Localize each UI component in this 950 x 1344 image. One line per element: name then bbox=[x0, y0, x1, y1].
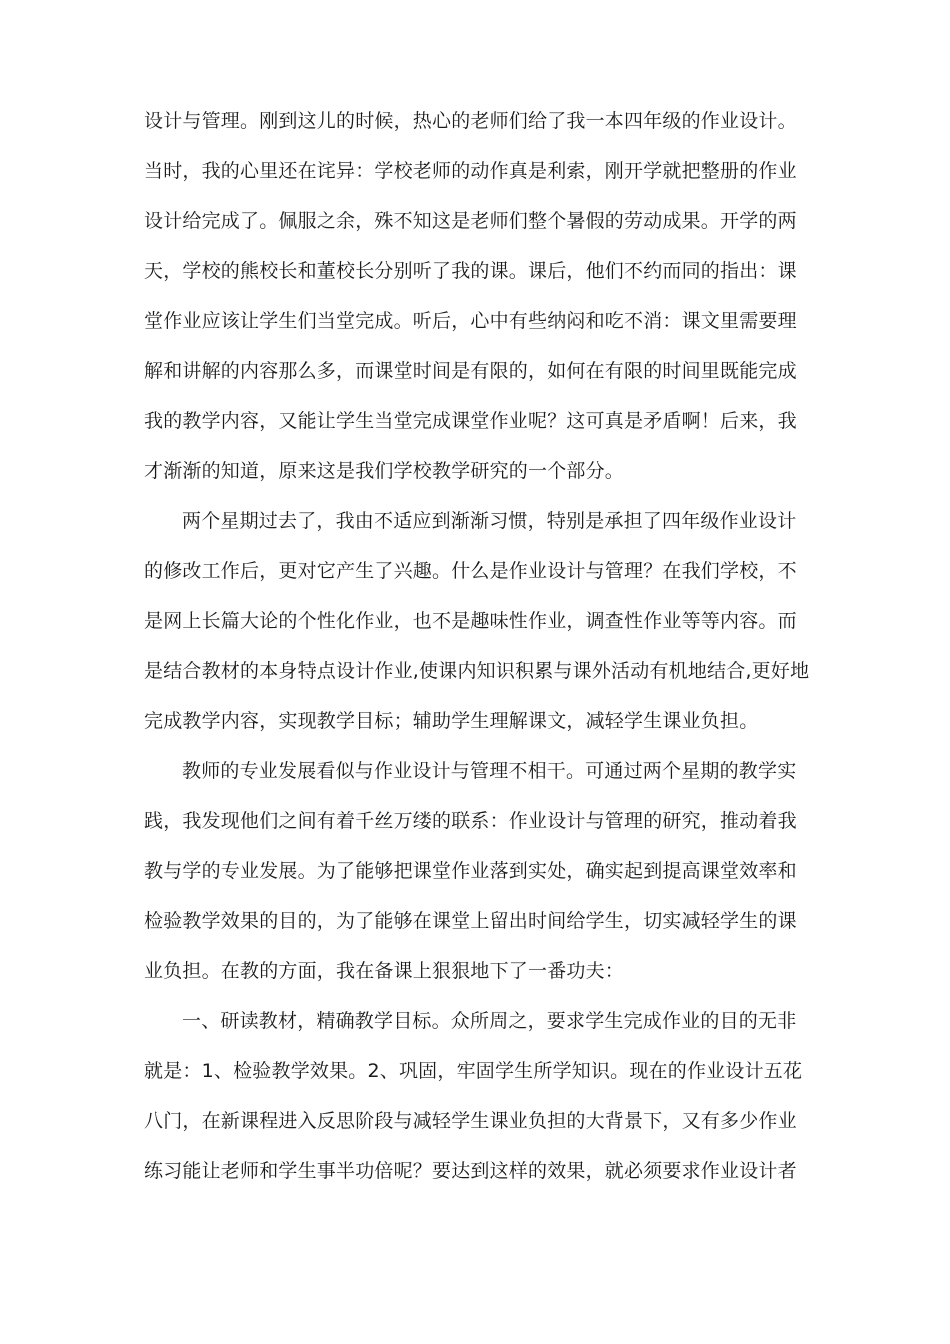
text-line: 解和讲解的内容那么多，而课堂时间是有限的，如何在有限的时间里既能完成 bbox=[144, 360, 797, 382]
text-line: 设计给完成了。佩服之余，殊不知这是老师们整个暑假的劳动成果。开学的两 bbox=[144, 210, 797, 232]
text-line: 两个星期过去了，我由不适应到渐渐习惯，特别是承担了四年级作业设计 bbox=[182, 510, 797, 532]
text-line: 就是：1、检验教学效果。2、巩固，牢固学生所学知识。现在的作业设计五花 bbox=[144, 1060, 803, 1082]
text-line: 八门，在新课程进入反思阶段与减轻学生课业负担的大背景下，又有多少作业 bbox=[144, 1110, 797, 1132]
text-line: 天，学校的熊校长和董校长分别听了我的课。课后，他们不约而同的指出：课 bbox=[144, 260, 797, 282]
text-line: 堂作业应该让学生们当堂完成。听后，心中有些纳闷和吃不消：课文里需要理 bbox=[144, 310, 797, 332]
text-line: 是结合教材的本身特点设计作业,使课内知识积累与课外活动有机地结合,更好地 bbox=[144, 660, 810, 682]
text-line: 一、研读教材，精确教学目标。众所周之，要求学生完成作业的目的无非 bbox=[182, 1010, 797, 1032]
text-line: 练习能让老师和学生事半功倍呢？要达到这样的效果，就必须要求作业设计者 bbox=[144, 1160, 797, 1182]
text-line: 检验教学效果的目的，为了能够在课堂上留出时间给学生，切实减轻学生的课 bbox=[144, 910, 797, 932]
text-line: 是网上长篇大论的个性化作业，也不是趣味性作业，调查性作业等等内容。而 bbox=[144, 610, 797, 632]
text-line: 完成教学内容，实现教学目标；辅助学生理解课文，减轻学生课业负担。 bbox=[144, 710, 759, 732]
text-line: 设计与管理。刚到这儿的时候，热心的老师们给了我一本四年级的作业设计。 bbox=[144, 110, 797, 132]
text-line: 才渐渐的知道，原来这是我们学校教学研究的一个部分。 bbox=[144, 460, 625, 482]
text-line: 的修改工作后，更对它产生了兴趣。什么是作业设计与管理？在我们学校，不 bbox=[144, 560, 797, 582]
text-line: 我的教学内容，又能让学生当堂完成课堂作业呢？这可真是矛盾啊！后来，我 bbox=[144, 410, 797, 432]
text-line: 教师的专业发展看似与作业设计与管理不相干。可通过两个星期的教学实 bbox=[182, 760, 797, 782]
text-line: 践，我发现他们之间有着千丝万缕的联系：作业设计与管理的研究，推动着我 bbox=[144, 810, 797, 832]
text-line: 教与学的专业发展。为了能够把课堂作业落到实处，确实起到提高课堂效率和 bbox=[144, 860, 797, 882]
text-line: 业负担。在教的方面，我在备课上狠狠地下了一番功夫： bbox=[144, 960, 625, 982]
text-line: 当时，我的心里还在诧异：学校老师的动作真是利索，刚开学就把整册的作业 bbox=[144, 160, 797, 182]
